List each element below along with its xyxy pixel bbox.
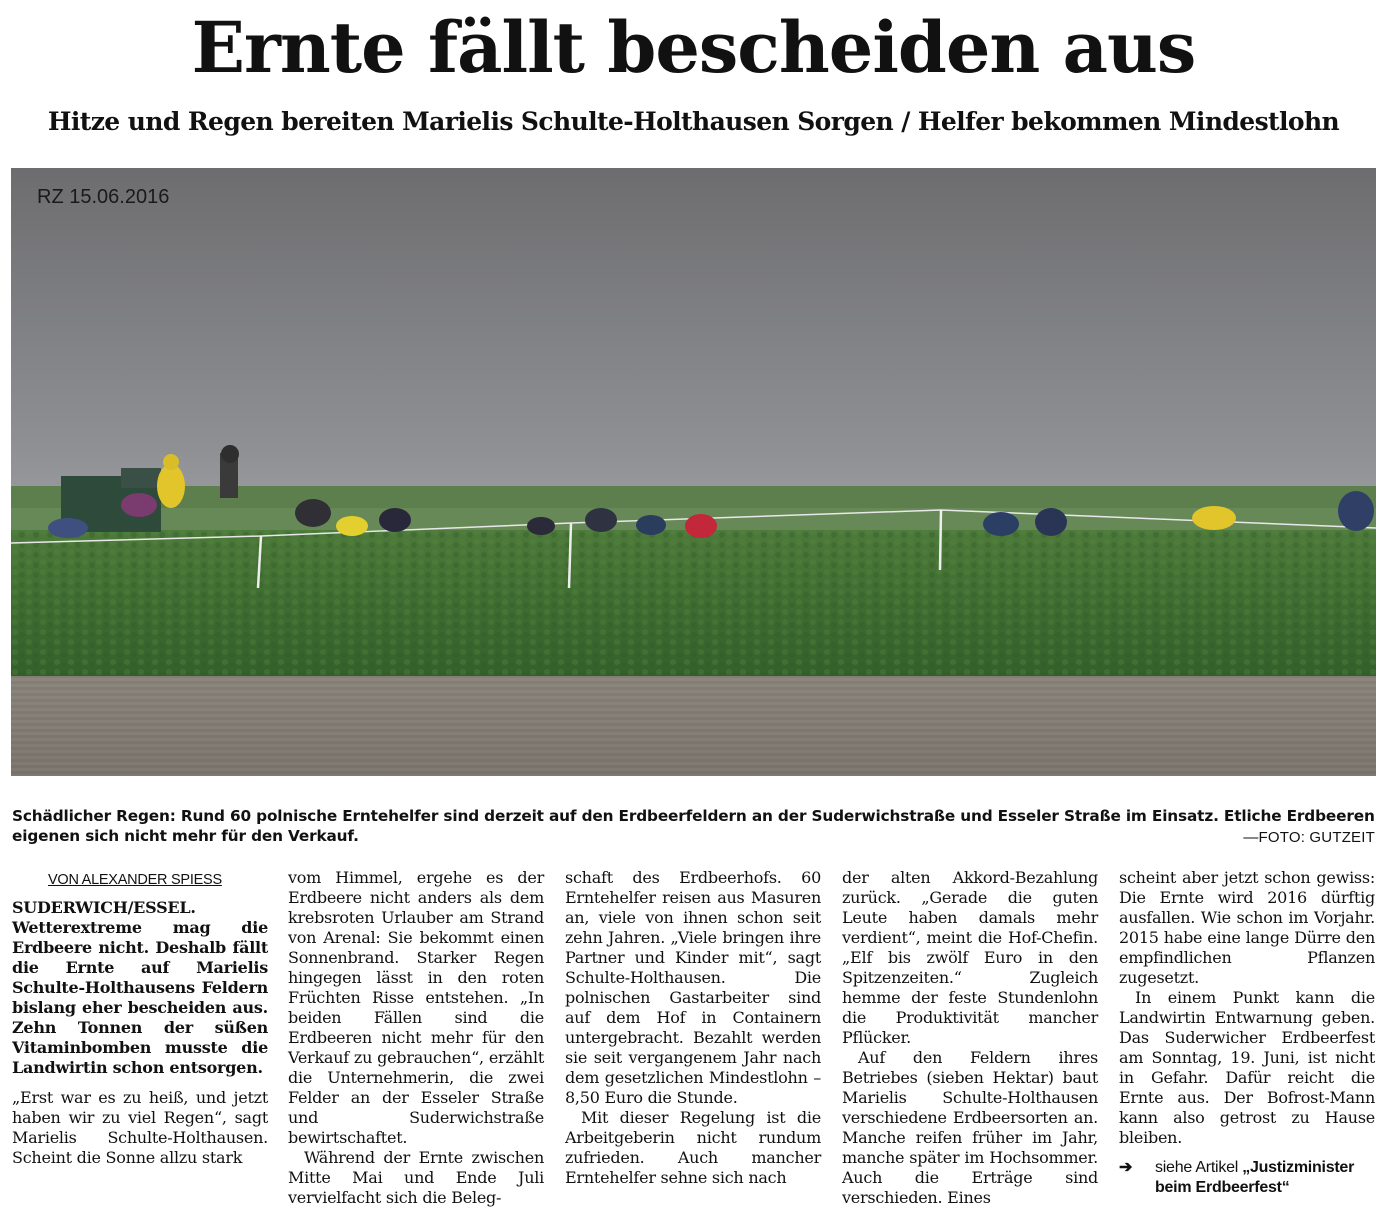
headline: Ernte fällt bescheiden aus	[191, 6, 1196, 89]
paragraph: Auf den Feldern ihres Betriebes (sieben Hektar) baut Marielis Schulte-Holthausen verschiedene Erdbeersorten an. Manche reifen früher im Jahr, manche später im Hochsommer. Auch die Erträge sind verschieden. Eines	[842, 1048, 1098, 1207]
article-column-2	[288, 868, 544, 1208]
paragraph: „Erst war es zu heiß, und jetzt haben wir zu viel Regen“, sagt Marielis Schulte-Holthausen. Scheint die Sonne allzu stark	[12, 1088, 268, 1167]
reference-title: „Justizminister beim Erdbeerfest“	[1155, 1159, 1355, 1196]
article-column-5	[1119, 868, 1375, 1198]
paragraph: Während der Ernte zwischen Mitte Mai und Ende Juli vervielfacht sich die Beleg-	[288, 1148, 544, 1207]
paragraph: vom Himmel, ergehe es der Erdbeere nicht anders als dem krebsroten Urlauber am Strand von Arenal: Sie bekommt einen Sonnenbrand. Starker Regen hingegen lässt in den roten Früchten Risse entstehen. „In beiden Fällen sind die Erdbeeren nicht mehr für den Verkauf zu gebrauchen“, erzählt die Unternehmerin, die zwei Felder an der Esseler Straße und Suderwichstraße bewirtschaftet.	[288, 868, 544, 1147]
reference-prefix: siehe Artikel	[1155, 1159, 1239, 1176]
paragraph: schaft des Erdbeerhofs. 60 Erntehelfer reisen aus Masuren an, viele von ihnen schon seit zehn Jahren. „Viele bringen ihre Partner und Kinder mit“, sagt Schulte-Holthausen. Die polnischen Gastarbeiter sind auf dem Hof in Containern untergebracht. Bezahlt werden sie seit vergangenem Jahr nach dem gesetzlichen Mindestlohn – 8,50 Euro die Stunde.	[565, 868, 821, 1107]
byline: VON ALEXANDER SPIESS	[48, 872, 222, 888]
paragraph: scheint aber jetzt schon gewiss: Die Ernte wird 2016 dürftig ausfallen. Wie schon im Vorjahr. 2015 habe eine lange Dürre den empfindlichen Pflanzen zugesetzt.	[1119, 868, 1375, 987]
article-column-3	[565, 868, 821, 1188]
photo-credit: —FOTO: GUTZEIT	[1243, 829, 1375, 846]
arrow-right-icon: ➔	[1119, 1159, 1133, 1176]
related-article-text	[1155, 1158, 1375, 1198]
article-column-1	[12, 868, 268, 1168]
subheadline: Hitze und Regen bereiten Marielis Schulte-Holthausen Sorgen / Helfer bekommen Mindestlohn	[47, 107, 1340, 136]
photo-caption: Schädlicher Regen: Rund 60 polnische Erntehelfer sind derzeit auf den Erdbeerfeldern an der Suderwichstraße und Esseler Straße im Einsatz. Etliche Erdbeeren eigenen sich nicht mehr für den Verkauf.	[12, 807, 1375, 845]
lead-paragraph: SUDERWICH/ESSEL. Wetterextreme mag die Erdbeere nicht. Deshalb fällt die Ernte auf Marielis Schulte-Holthausens Feldern bislang eher bescheiden aus. Zehn Tonnen der süßen Vitaminbomben musste die Landwirtin schon entsorgen.	[12, 898, 268, 1077]
article-photo	[11, 168, 1376, 776]
article-column-4	[842, 868, 1098, 1208]
related-article-reference	[1119, 1158, 1375, 1198]
paragraph: In einem Punkt kann die Landwirtin Entwarnung geben. Das Suderwicher Erdbeerfest am Sonntag, 19. Juni, ist nicht in Gefahr. Dafür reicht die Ernte aus. Der Bofrost-Mann kann also getrost zu Hause bleiben.	[1119, 988, 1375, 1147]
photo-date-stamp: RZ 15.06.2016	[37, 186, 170, 208]
paragraph: Mit dieser Regelung ist die Arbeitgeberin nicht rundum zufrieden. Auch mancher Erntehelfer sehne sich nach	[565, 1108, 821, 1187]
paragraph: der alten Akkord-Bezahlung zurück. „Gerade die guten Leute haben damals mehr verdient“, meint die Hof-Chefin. „Elf bis zwölf Euro in den Spitzenzeiten.“ Zugleich hemme der feste Stundenlohn die Produktivität mancher Pflücker.	[842, 868, 1098, 1047]
